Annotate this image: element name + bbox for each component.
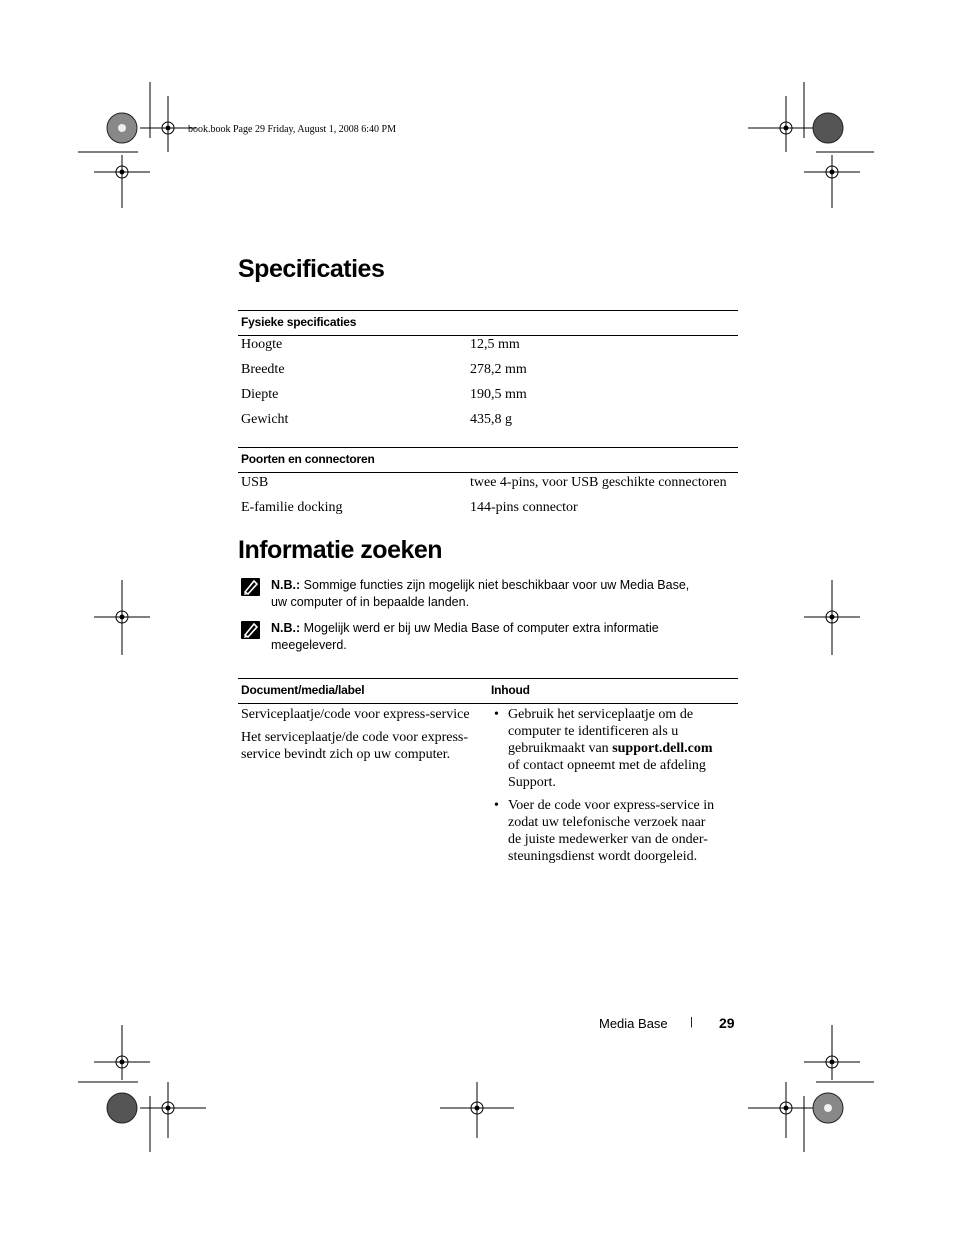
item-title: Serviceplaatje/code voor express-service xyxy=(241,707,470,722)
row-label: USB xyxy=(241,475,269,490)
row-value: 12,5 mm xyxy=(470,337,520,352)
ports-heading: Poorten en connectoren xyxy=(241,452,375,466)
rule xyxy=(238,447,738,448)
print-header: book.book Page 29 Friday, August 1, 2008 6:40 PM xyxy=(188,124,396,135)
footer-section: Media Base xyxy=(599,1016,668,1031)
note-text-cont: uw computer of in bepaalde landen. xyxy=(271,595,470,609)
column-header-document: Document/media/label xyxy=(241,683,365,697)
row-value: twee 4-pins, voor USB geschikte connectoren xyxy=(470,475,727,490)
table-row xyxy=(241,337,282,353)
note-icon xyxy=(241,621,260,639)
row-label: Diepte xyxy=(241,387,279,402)
note-text: Mogelijk werd er bij uw Media Base of computer extra informatie xyxy=(303,621,659,635)
table-row xyxy=(241,387,278,403)
column-header-content: Inhoud xyxy=(491,683,530,697)
item-description: Het serviceplaatje/de code voor express-service bevindt zich op uw computer. xyxy=(241,730,469,762)
bullet-text: of contact opneemt met de afdeling Support. xyxy=(508,758,706,790)
rule xyxy=(238,472,738,473)
note-prefix: N.B.: xyxy=(271,621,301,635)
content-list xyxy=(492,706,717,871)
row-value: 190,5 mm xyxy=(470,387,527,402)
rule xyxy=(238,678,738,679)
table-row xyxy=(241,706,481,763)
note-1 xyxy=(271,577,711,611)
row-value: 144-pins connector xyxy=(470,500,578,515)
row-label: Hoogte xyxy=(241,337,283,352)
page-number: 29 xyxy=(719,1015,735,1031)
physical-heading: Fysieke specificaties xyxy=(241,315,357,329)
note-prefix: N.B.: xyxy=(271,578,301,592)
table-row xyxy=(241,412,288,428)
bullet-text: Voer de code voor express-service in zodat uw telefonische verzoek naar de juiste medewerker van de onder-steuningsdienst wordt doorgeleid. xyxy=(508,798,715,864)
info-title: Informatie zoeken xyxy=(238,536,443,564)
note-text-cont: meegeleverd. xyxy=(271,638,347,652)
list-item xyxy=(492,706,717,791)
note-icon xyxy=(241,578,260,596)
note-2 xyxy=(271,620,711,654)
rule xyxy=(238,335,738,336)
row-value: 278,2 mm xyxy=(470,362,527,377)
bullet-text: Gebruik het serviceplaatje om de computer te identificeren als u gebruikmaakt van xyxy=(508,707,694,756)
note-text: Sommige functies zijn mogelijk niet beschikbaar voor uw Media Base, xyxy=(303,578,690,592)
rule xyxy=(238,703,738,704)
support-link[interactable]: support.dell.com xyxy=(612,741,713,756)
row-label: E-familie docking xyxy=(241,500,343,515)
row-value: 435,8 g xyxy=(470,412,512,427)
table-row xyxy=(241,362,285,378)
row-label: Gewicht xyxy=(241,412,289,427)
row-label: Breedte xyxy=(241,362,285,377)
footer-separator: | xyxy=(690,1016,693,1028)
specs-title: Specificaties xyxy=(238,255,385,283)
rule xyxy=(238,310,738,311)
list-item xyxy=(492,797,717,865)
